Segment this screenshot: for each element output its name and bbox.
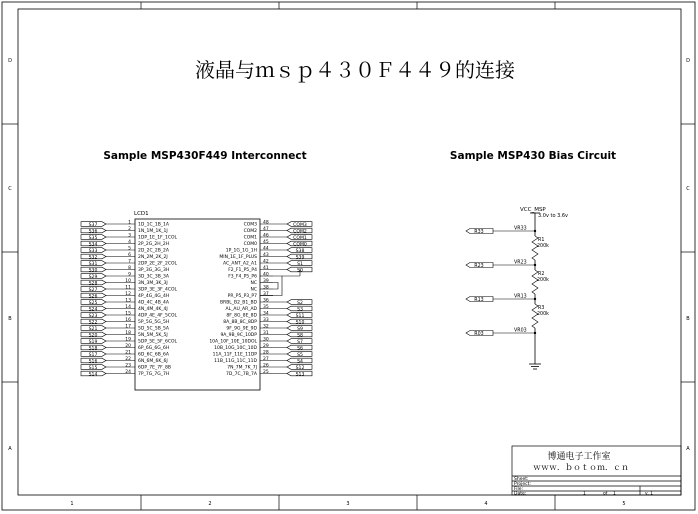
net-port-label: S31 [88,261,98,267]
pin-number: 45 [263,239,269,245]
pin-function-label: MIN_1E_1F_PLUS [219,255,257,261]
pin-number: 27 [263,356,269,362]
pin-function-label: COM3 [243,222,257,228]
pin-number: 20 [125,343,131,349]
resistor-ref: R2 [538,272,545,277]
resistor-ref: R3 [538,306,545,311]
lcd-right-pins [209,219,312,377]
pin-function-label: COM0 [243,242,257,248]
bias-resistor [532,304,549,328]
pin-number: 16 [125,317,131,323]
pin-function-label: 2N_2M_2K_2J [138,255,168,261]
pin-number: 35 [263,304,269,310]
pin-function-label: 7N_7M_7K_7J [227,365,257,371]
pin-number: 22 [125,356,131,362]
pin-function-label: PR_P5_P3_P7 [227,294,257,300]
row-label-right: D [686,58,690,64]
pin-function-label: 6P_6G_6G_6H [138,346,170,352]
pin-number: 41 [263,265,269,271]
resistor-value: 200k [537,244,549,249]
pin-number: 37 [263,291,269,297]
pin-function-label: AC_ANT_A2_A1 [223,261,257,267]
pin-number: 10 [125,278,131,284]
pin-number: 12 [125,291,131,297]
lcd-left-pins [81,219,177,377]
pin-function-label: COM2 [243,229,257,235]
title-block [512,446,681,497]
pin-function-label: 5D_5C_5B_5A [138,326,169,332]
bias-port-label: R13 [474,297,484,303]
pin-number: 36 [263,298,269,304]
bias-resistor [532,236,549,260]
col-label: 2 [208,501,212,507]
pin-function-label: 9A_9B_9C_10DP [220,333,257,339]
pin-number: 42 [263,259,269,265]
net-port-label: S20 [88,333,98,339]
page-title: 液晶与ｍｓｐ４３０Ｆ４４９的连接 [195,58,515,82]
company-name: 博通电子工作室 [547,452,611,462]
net-port-label: S29 [88,274,98,280]
pin-number: 18 [125,330,131,336]
net-port-label: S32 [88,255,98,261]
pin-function-label: 2DP_2E_2F_2COL [138,261,178,267]
pin-number: 28 [263,350,269,356]
pin-function-label: 7D_7C_7B_7A [226,372,257,378]
pin-function-label: 6D_6C_6B_6A [138,352,169,358]
net-port-label: S0 [297,268,303,274]
pin-number: 39 [263,278,269,284]
pin-number: 8 [128,265,131,271]
net-port-label: S16 [88,359,98,365]
bias-net-label: VR33 [514,226,527,232]
row-label-left: A [8,446,12,452]
lcd-left-pin [81,219,170,227]
net-port-label: S17 [88,352,98,358]
net-port-label: S25 [88,300,98,306]
net-port-label: COM3 [293,222,307,228]
net-port-label: S11 [295,313,305,319]
pin-number: 25 [263,369,269,375]
supply-range-label: 3.0v to 3.6v [538,213,569,219]
pin-function-label: 2D_2C_2B_2A [138,248,169,254]
net-port-label: COM0 [293,242,307,248]
pin-function-label: 4D_4C_4B_4A [138,300,169,306]
pin-number: 26 [263,363,269,369]
bias-port-label: R23 [474,263,484,269]
net-port-label: S12 [295,365,305,371]
pin-function-label: 4DP_4E_4F_5COL [138,313,178,319]
bias-port-label: R03 [474,331,484,337]
pin-number: 44 [263,246,269,252]
net-port-label: S35 [88,235,98,241]
pin-function-label: 10B_10G_10C_10D [214,346,257,352]
pin-number: 21 [125,350,131,356]
pin-function-label: 11B_11G_11C_11D [214,359,257,365]
pin-number: 48 [263,220,269,226]
supply-label: VCC_MSP [520,207,546,213]
bias-net-label: VR03 [514,328,527,334]
pin-number: 2 [128,226,131,232]
pin-number: 3 [128,233,131,239]
resistor-value: 200k [537,278,549,283]
row-label-left: B [8,316,12,322]
pin-number: 23 [125,363,131,369]
company-url: ｗｗｗ．ｂｏｔｏｍ．ｃｎ [533,463,629,472]
pin-number: 6 [128,252,131,258]
file-label: File: [514,487,524,492]
resistor-value: 200k [537,312,549,317]
pin-function-label: 8A_8B_8C_8DP [223,320,257,326]
pin-number: 14 [125,304,131,310]
net-port-label: S18 [88,346,98,352]
pin-number: 1 [128,220,131,226]
net-port-label: S1 [297,261,303,267]
net-port-label: COM1 [293,235,307,241]
net-port-label: S26 [88,294,98,300]
pin-function-label: F2_F1_P5_P4 [228,268,257,274]
pin-function-label: COM1 [243,235,257,241]
net-port-label: S6 [297,346,303,352]
resistor-ref: R1 [538,238,545,243]
row-label-left: D [8,58,12,64]
col-label: 5 [622,501,626,507]
col-label: 4 [484,501,488,507]
bias-tap [466,328,536,337]
net-port-label: S15 [88,365,98,371]
nc-wire [273,283,278,290]
net-port-label: S14 [88,372,98,378]
pin-function-label: 1N_1M_1K_1J [138,229,168,235]
pin-function-label: 8F_8G_8E_8D [226,313,257,319]
project-label: Project: [514,482,531,487]
net-port-label: S22 [88,320,98,326]
pin-function-label: 4P_4G_4G_4H [138,294,170,300]
net-port-label: S2 [297,300,303,306]
pin-function-label: 3P_3G_3G_3H [138,268,170,274]
pin-function-label: 6N_6M_6K_6J [138,359,168,365]
net-port-label: S34 [88,242,98,248]
pin-function-label: 1D_1C_1B_1A [138,222,169,228]
pin-number: 33 [263,317,269,323]
row-label-left: C [8,186,12,192]
pin-number: 13 [125,298,131,304]
pin-function-label: NC [250,287,257,293]
net-port-label: S3 [297,307,303,313]
net-port-label: S4 [297,359,303,365]
net-port-label: S21 [88,326,98,332]
date-label: Date: [514,491,527,497]
row-label-right: B [686,316,690,322]
net-port-label: S8 [297,333,303,339]
bias-circuit [466,207,568,369]
pin-number: 9 [128,272,131,278]
ground-symbol [529,364,541,369]
net-port-label: S9 [297,326,303,332]
bias-tap [466,294,536,303]
col-label: 1 [70,501,74,507]
lcd-right-pin [244,219,312,227]
pin-number: 29 [263,343,269,349]
net-port-label: S27 [88,287,98,293]
pin-number: 40 [263,272,269,278]
bias-port-label: R33 [474,229,484,235]
pin-number: 17 [125,324,131,330]
net-port-label: S30 [88,268,98,274]
pin-function-label: 11A_11F_11E_11DP [212,352,257,358]
pin-number: 7 [128,259,131,265]
net-port-label: COM2 [293,229,307,235]
net-port-label: S5 [297,352,303,358]
pin-function-label: 3D_3C_3B_3A [138,274,169,280]
pin-function-label: NC [250,281,257,287]
pin-number: 34 [263,311,269,317]
net-port-label: S13 [295,372,305,378]
lcd-ref-label: LCD1 [134,211,149,217]
pin-number: 4 [128,239,131,245]
lcd-component [81,211,312,390]
pin-function-label: 7P_7G_7G_7H [138,372,170,378]
pin-function-label: 10A_10F_10E_10DOL [209,339,257,345]
pin-number: 15 [125,311,131,317]
pin-function-label: 1DP_1E_1F_1COL [138,235,178,241]
pin-number: 47 [263,226,269,232]
net-port-label: S39 [295,255,305,261]
pin-function-label: F3_F4_P5_P6 [228,274,257,280]
net-port-label: S37 [88,222,98,228]
bias-tap [466,260,536,269]
page-number: 1 [583,491,586,497]
pin-number: 19 [125,337,131,343]
pin-function-label: 3N_3M_3K_3J [138,281,168,287]
page-of: of [603,491,608,497]
page-total: 1 [613,491,616,497]
row-label-right: C [686,186,690,192]
pin-number: 30 [263,337,269,343]
net-port-label: S7 [297,339,303,345]
pin-number: 38 [263,285,269,291]
bias-resistor [532,270,549,294]
sheet-label: Sheet: [514,477,529,482]
version-label: v. 1 [645,491,654,497]
right-section-title: Sample MSP430 Bias Circuit [449,150,617,162]
bias-tap [466,226,536,235]
pin-number: 32 [263,324,269,330]
bias-net-label: VR23 [514,260,527,266]
pin-number: 5 [128,246,131,252]
pin-number: 11 [125,285,131,291]
net-port-label: S36 [88,229,98,235]
pin-function-label: 5N_5M_5K_5J [138,333,168,339]
net-port-label: S24 [88,307,98,313]
pin-function-label: 5P_5G_5G_5H [138,320,170,326]
pin-function-label: 4N_4M_4K_4J [138,307,168,313]
row-label-right: A [686,446,690,452]
pin-function-label: BRBL_B2_B1_BD [219,300,257,306]
net-port-label: S38 [295,248,305,254]
pin-function-label: 1P_1G_1G_1H [225,248,257,254]
pin-function-label: 2P_2G_2H_2H [138,242,170,248]
pin-function-label: 6DP_7E_7F_8B [138,365,171,371]
left-section-title: Sample MSP430F449 Interconnect [103,150,307,162]
pin-number: 24 [125,369,131,375]
net-port-label: S23 [88,313,98,319]
bias-net-label: VR13 [514,294,527,300]
net-port-label: S33 [88,248,98,254]
pin-function-label: 5DP_5E_5F_6COL [138,339,178,345]
net-port-label: S28 [88,281,98,287]
net-port-label: S19 [88,339,98,345]
net-port-label: S10 [295,320,305,326]
pin-number: 31 [263,330,269,336]
pin-function-label: 9F_9G_9E_9D [226,326,257,332]
pin-function-label: AL_AU_AR_AD [225,307,257,313]
pin-function-label: 3DP_3E_3F_4COL [138,287,178,293]
pin-number: 46 [263,233,269,239]
pin-number: 43 [263,252,269,258]
col-label: 3 [346,501,350,507]
